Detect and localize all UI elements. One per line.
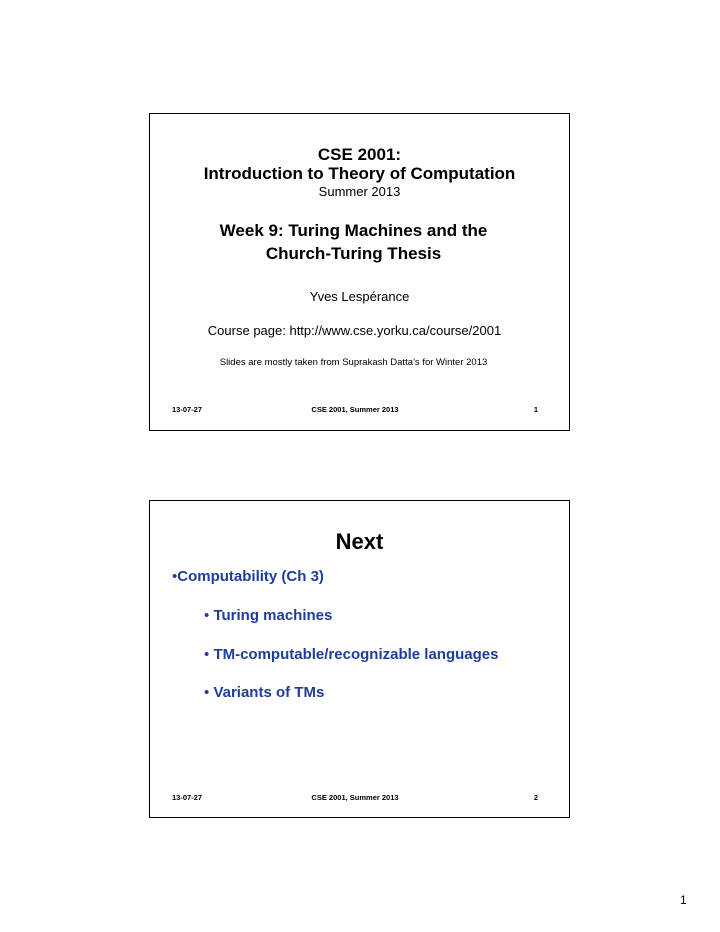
footer-date: 13-07-27 [172,793,203,802]
page-number: 1 [680,893,687,907]
bullet-marker: • [204,607,210,624]
course-term: Summer 2013 [318,184,401,199]
bullet-marker: • [172,568,178,585]
week-title-line-2: Church-Turing Thesis [265,244,442,263]
bullet-text: Variants of TMs [213,684,325,701]
bullet-marker: • [204,684,210,701]
slides-credit: Slides are mostly taken from Suprakash Datta’s for Winter 2013 [219,357,488,368]
footer-course: CSE 2001, Summer 2013 [311,405,399,414]
slide-heading: Next [335,529,384,554]
bullet-item [204,684,324,701]
course-page-url: Course page: http://www.cse.yorku.ca/course/2001 [207,323,502,338]
bullet-marker: • [204,646,210,663]
week-title-line-1: Week 9: Turing Machines and the [219,221,488,240]
footer-slide-number: 2 [533,793,538,802]
bullet-text: Computability (Ch 3) [177,568,324,585]
bullet-item [204,607,332,624]
footer-slide-number: 1 [533,405,538,414]
bullet-text: Turing machines [213,607,333,624]
bullet-item [204,646,498,663]
slide-2 [149,500,570,818]
course-title: Introduction to Theory of Computation [203,164,516,183]
bullet-item [172,568,324,585]
slide-1 [149,113,570,431]
course-code: CSE 2001: [317,145,402,164]
footer-course: CSE 2001, Summer 2013 [311,793,399,802]
bullet-text: TM-computable/recognizable languages [213,646,499,663]
footer-date: 13-07-27 [172,405,203,414]
author-name: Yves Lespérance [309,289,410,304]
